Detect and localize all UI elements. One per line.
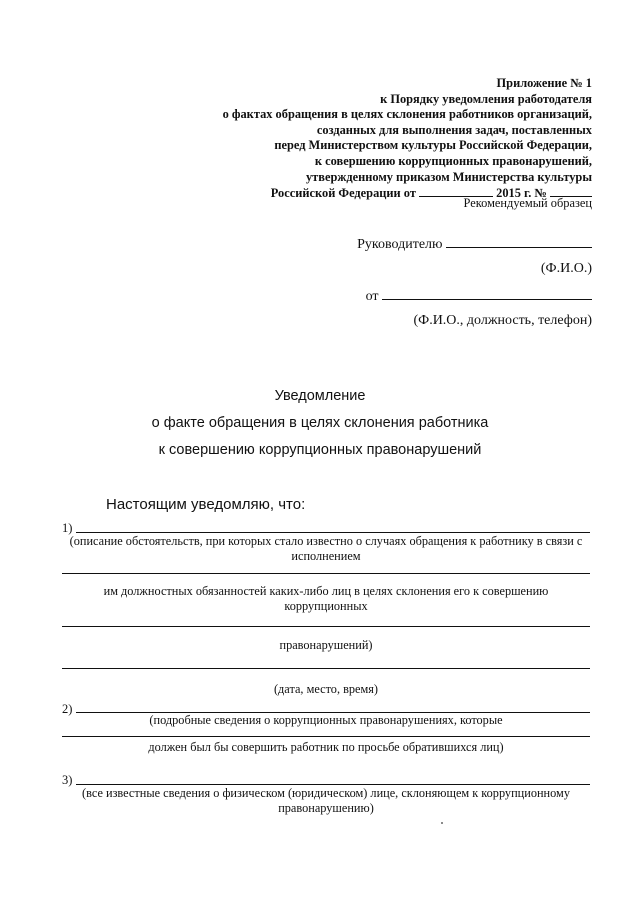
header-line-6: к совершению коррупционных правонарушений, bbox=[314, 153, 592, 168]
notice-title: Уведомление bbox=[274, 388, 366, 404]
intro-text: Настоящим уведомляю, что: bbox=[106, 496, 306, 513]
item-1-field-3[interactable] bbox=[62, 626, 590, 627]
notice-subtitle-2: к совершению коррупционных правонарушений bbox=[158, 442, 482, 458]
appendix-header bbox=[152, 76, 592, 202]
header-line-4: созданных для выполнения задач, поставленных bbox=[316, 122, 592, 137]
addressee-name-field[interactable] bbox=[446, 233, 592, 248]
sender-label: от bbox=[365, 289, 379, 304]
item-3-hint: (все известные сведения о физическом (юридическом) лице, склоняющем к коррупционному правонарушению) bbox=[82, 786, 570, 815]
sample-label: Рекомендуемый образец bbox=[463, 196, 592, 210]
item-1-hint-b: им должностных обязанностей каких-либо лиц в целях склонения его к совершению коррупционных bbox=[103, 584, 549, 613]
scan-speck bbox=[441, 822, 443, 824]
header-line-5: перед Министерством культуры Российской Федерации, bbox=[274, 138, 592, 153]
sender-field[interactable] bbox=[382, 285, 592, 300]
header-line-7: утвержденному приказом Министерства культуры bbox=[305, 169, 592, 184]
item-3-number: 3) bbox=[62, 773, 73, 787]
item-1-hint-a: (описание обстоятельств, при которых стало известно о случаях обращения к работнику в связи с исполнением bbox=[69, 534, 583, 563]
header-line-3: о фактах обращения в целях склонения работников организаций, bbox=[222, 107, 592, 122]
addressee-label: Руководителю bbox=[357, 237, 443, 252]
sender-hint: (Ф.И.О., должность, телефон) bbox=[413, 313, 592, 328]
header-line-1: Приложение № 1 bbox=[496, 76, 592, 90]
item-2-hint-b: должен был бы совершить работник по просьбе обратившихся лиц) bbox=[148, 740, 504, 754]
item-1-field-2[interactable] bbox=[62, 573, 590, 574]
header-line-8-middle: 2015 г. № bbox=[496, 186, 547, 201]
sender-row bbox=[366, 285, 592, 305]
addressee-hint: (Ф.И.О.) bbox=[540, 261, 592, 276]
item-1-field-4[interactable] bbox=[62, 668, 590, 669]
item-1-number: 1) bbox=[62, 521, 73, 535]
item-3-field[interactable] bbox=[76, 784, 590, 785]
item-1-field[interactable] bbox=[76, 532, 590, 533]
header-line-8-prefix: Российской Федерации от bbox=[270, 186, 416, 201]
addressee-row bbox=[357, 233, 592, 253]
notice-subtitle-1: о факте обращения в целях склонения работника bbox=[151, 415, 489, 431]
item-1-hint-c: правонарушений) bbox=[279, 638, 373, 652]
item-1-hint-d: (дата, место, время) bbox=[273, 682, 379, 696]
item-2-hint-a: (подробные сведения о коррупционных правонарушениях, которые bbox=[149, 713, 503, 727]
item-2-field-2[interactable] bbox=[62, 736, 590, 737]
item-2-number: 2) bbox=[62, 702, 73, 716]
header-line-2: к Порядку уведомления работодателя bbox=[380, 91, 592, 106]
